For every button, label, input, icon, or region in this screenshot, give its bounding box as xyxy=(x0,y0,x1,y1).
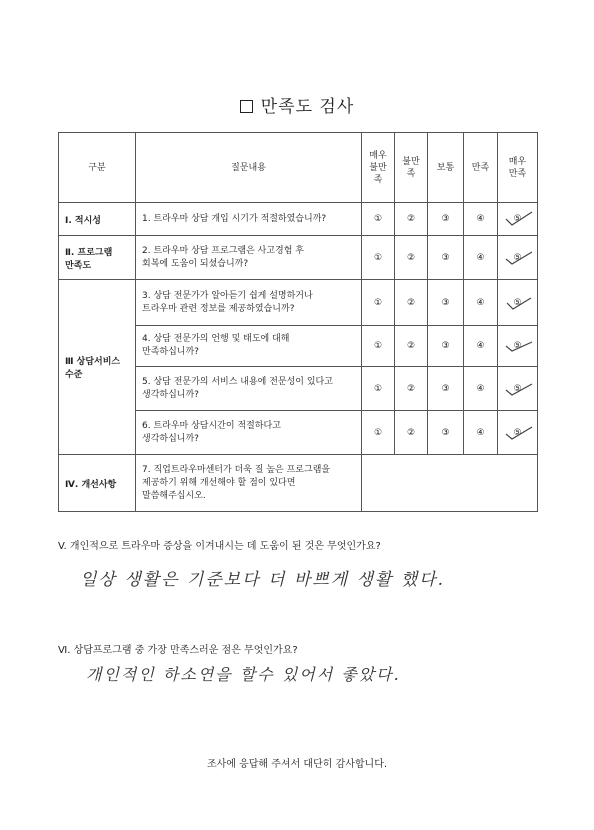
option-1[interactable]: ① xyxy=(362,326,395,367)
survey-table xyxy=(58,132,538,512)
thank-you-note: 조사에 응답해 주셔서 대단히 감사합니다. xyxy=(206,759,388,770)
checkbox-square-icon xyxy=(240,100,253,113)
option-5-selected[interactable]: ⑤ xyxy=(498,236,538,280)
category-cell: Ⅰ. 적시성 xyxy=(59,203,136,236)
section-5-question: V. 개인적으로 트라우마 증상을 이겨내시는 데 도움이 된 것은 무엇인가요? xyxy=(58,541,381,552)
category-cell: Ⅱ. 프로그램 만족도 xyxy=(59,236,136,280)
option-2[interactable]: ② xyxy=(395,203,428,236)
option-1[interactable]: ① xyxy=(362,236,395,280)
option-2[interactable]: ② xyxy=(395,236,428,280)
header-row xyxy=(59,133,538,203)
question-cell: 4. 상담 전문가의 언행 및 태도에 대해 만족하십니까? xyxy=(136,326,362,367)
page-title: 만족도 검사 xyxy=(0,92,594,117)
question-cell: 2. 트라우마 상담 프로그램은 사고경험 후 회복에 도움이 되셨습니까? xyxy=(136,236,362,280)
option-4[interactable]: ④ xyxy=(464,203,498,236)
section-6-question: Ⅵ. 상담프로그램 중 가장 만족스러운 점은 무엇인가요? xyxy=(58,645,298,656)
header-satisfied: 만족 xyxy=(464,133,498,203)
option-1[interactable]: ① xyxy=(362,367,395,411)
option-4[interactable]: ④ xyxy=(464,367,498,411)
section-6-answer[interactable]: 개인적인 하소연을 할수 있어서 좋았다. xyxy=(86,665,401,684)
option-2[interactable]: ② xyxy=(395,367,428,411)
option-5-selected[interactable]: ⑤ xyxy=(498,280,538,326)
table-row xyxy=(59,203,538,236)
option-3[interactable]: ③ xyxy=(428,411,464,455)
option-1[interactable]: ① xyxy=(362,203,395,236)
improvement-answer-area[interactable] xyxy=(362,455,538,512)
question-cell: 6. 트라우마 상담시간이 적절하다고 생각하십니까? xyxy=(136,411,362,455)
option-1[interactable]: ① xyxy=(362,411,395,455)
category-cell: Ⅳ. 개선사항 xyxy=(59,455,136,512)
option-5-selected[interactable]: ⑤ xyxy=(498,326,538,367)
option-3[interactable]: ③ xyxy=(428,203,464,236)
header-category: 구분 xyxy=(59,133,136,203)
option-4[interactable]: ④ xyxy=(464,326,498,367)
checkmark-icon xyxy=(504,424,534,442)
option-3[interactable]: ③ xyxy=(428,280,464,326)
table-row xyxy=(59,455,538,512)
header-neutral: 보통 xyxy=(428,133,464,203)
option-4[interactable]: ④ xyxy=(464,411,498,455)
header-question: 질문내용 xyxy=(136,133,362,203)
option-3[interactable]: ③ xyxy=(428,367,464,411)
option-5-selected[interactable]: ⑤ xyxy=(498,203,538,236)
option-4[interactable]: ④ xyxy=(464,236,498,280)
checkmark-icon xyxy=(504,294,534,312)
option-4[interactable]: ④ xyxy=(464,280,498,326)
question-cell: 3. 상담 전문가가 알아듣기 쉽게 설명하거나 트라우마 관련 정보를 제공하였습니까? xyxy=(136,280,362,326)
question-cell: 5. 상담 전문가의 서비스 내용에 전문성이 있다고 생각하십니까? xyxy=(136,367,362,411)
question-cell: 1. 트라우마 상담 개입 시기가 적절하였습니까? xyxy=(136,203,362,236)
header-dissatisfied: 불만 족 xyxy=(395,133,428,203)
checkmark-icon xyxy=(504,249,534,267)
header-very-dissatisfied: 매우 불만 족 xyxy=(362,133,395,203)
category-cell: Ⅲ 상담서비스 수준 xyxy=(59,280,136,455)
checkmark-icon xyxy=(504,337,534,355)
section-5-answer[interactable]: 일상 생활은 기준보다 더 바쁘게 생활 했다. xyxy=(80,570,446,590)
option-2[interactable]: ② xyxy=(395,326,428,367)
table-row xyxy=(59,236,538,280)
option-5-selected[interactable]: ⑤ xyxy=(498,367,538,411)
option-3[interactable]: ③ xyxy=(428,326,464,367)
checkmark-icon xyxy=(504,380,534,398)
option-1[interactable]: ① xyxy=(362,280,395,326)
option-3[interactable]: ③ xyxy=(428,236,464,280)
header-very-satisfied: 매우 만족 xyxy=(498,133,538,203)
checkmark-icon xyxy=(504,210,534,228)
question-cell: 7. 직업트라우마센터가 더욱 질 높은 프로그램을 제공하기 위해 개선해야 할 점이 있다면 말씀해주십시오. xyxy=(136,455,362,512)
option-2[interactable]: ② xyxy=(395,411,428,455)
table-row xyxy=(59,280,538,326)
option-2[interactable]: ② xyxy=(395,280,428,326)
option-5-selected[interactable]: ⑤ xyxy=(498,411,538,455)
